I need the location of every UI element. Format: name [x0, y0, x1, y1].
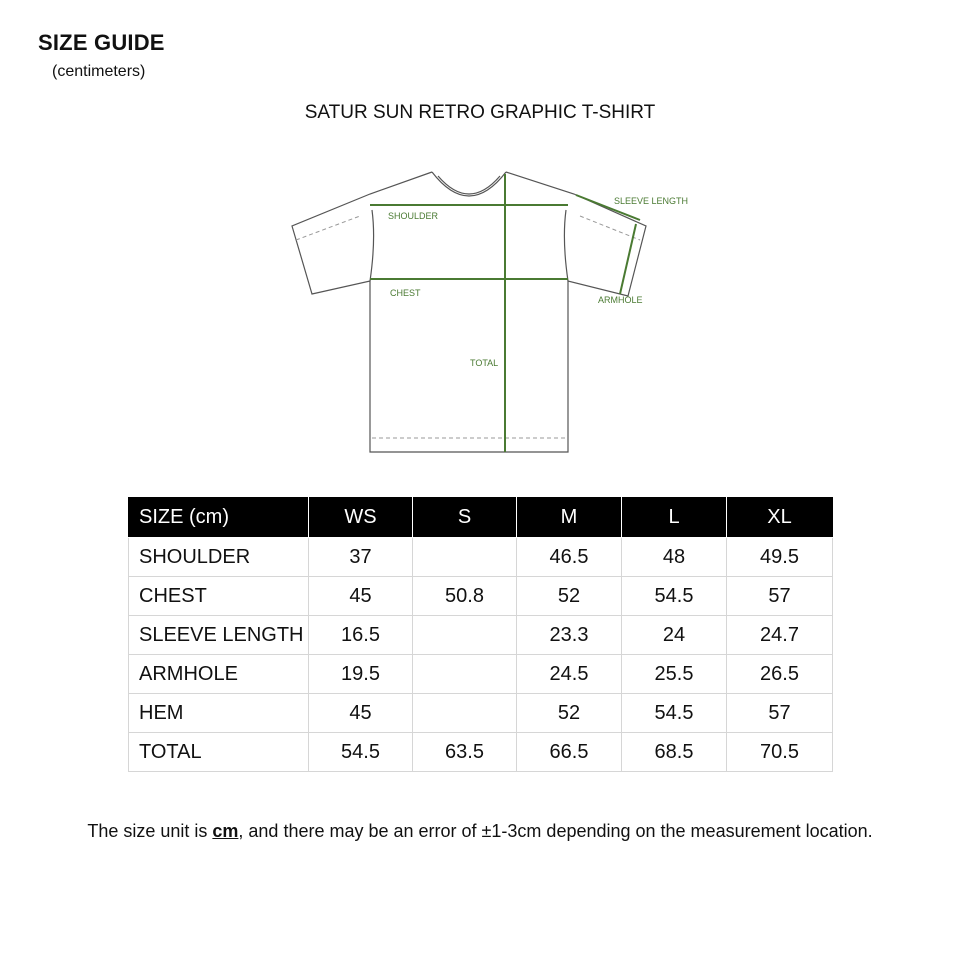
column-header: SIZE (cm) — [129, 498, 309, 538]
table-cell: 25.5 — [622, 655, 727, 694]
table-cell: 52 — [517, 577, 622, 616]
table-cell: 23.3 — [517, 616, 622, 655]
table-cell — [413, 616, 517, 655]
tshirt-outline — [292, 172, 646, 452]
product-title: SATUR SUN RETRO GRAPHIC T-SHIRT — [304, 102, 656, 123]
column-header: S — [413, 498, 517, 538]
size-table — [128, 497, 833, 772]
note-unit: cm — [212, 821, 239, 841]
armhole-line — [620, 224, 636, 294]
total-label: TOTAL — [470, 358, 499, 368]
column-header: WS — [309, 498, 413, 538]
table-cell: 68.5 — [622, 733, 727, 772]
column-header: M — [517, 498, 622, 538]
stitch-lines — [296, 216, 640, 438]
table-cell — [413, 694, 517, 733]
table-row — [129, 616, 833, 655]
note-text-start: The size unit is — [87, 821, 213, 841]
table-cell: 45 — [309, 577, 413, 616]
column-header: XL — [727, 498, 833, 538]
row-label: SHOULDER — [129, 538, 309, 577]
table-cell: 57 — [727, 694, 833, 733]
table-cell: 24.7 — [727, 616, 833, 655]
table-row — [129, 694, 833, 733]
table-cell: 66.5 — [517, 733, 622, 772]
table-cell: 54.5 — [309, 733, 413, 772]
armhole-label: ARMHOLE — [598, 295, 643, 305]
sleeve-length-label: SLEEVE LENGTH — [614, 196, 689, 206]
table-cell: 24.5 — [517, 655, 622, 694]
row-label: CHEST — [129, 577, 309, 616]
table-cell: 52 — [517, 694, 622, 733]
table-row — [129, 733, 833, 772]
table-row — [129, 538, 833, 577]
table-cell: 54.5 — [622, 577, 727, 616]
size-guide-title: SIZE GUIDE — [38, 30, 165, 55]
table-cell: 45 — [309, 694, 413, 733]
column-header: L — [622, 498, 727, 538]
chest-label: CHEST — [390, 288, 421, 298]
table-cell — [413, 538, 517, 577]
table-header-row — [129, 498, 833, 538]
row-label: ARMHOLE — [129, 655, 309, 694]
table-cell — [413, 655, 517, 694]
row-label: SLEEVE LENGTH — [129, 616, 309, 655]
table-cell: 49.5 — [727, 538, 833, 577]
note-text-end: , and there may be an error of ±1-3cm depending on the measurement location. — [238, 821, 873, 841]
table-cell: 70.5 — [727, 733, 833, 772]
table-row — [129, 655, 833, 694]
row-label: TOTAL — [129, 733, 309, 772]
row-label: HEM — [129, 694, 309, 733]
table-cell: 19.5 — [309, 655, 413, 694]
table-cell: 37 — [309, 538, 413, 577]
measurement-note — [0, 821, 960, 842]
table-cell: 16.5 — [309, 616, 413, 655]
table-cell: 50.8 — [413, 577, 517, 616]
table-cell: 26.5 — [727, 655, 833, 694]
table-cell: 54.5 — [622, 694, 727, 733]
table-cell: 46.5 — [517, 538, 622, 577]
table-cell: 48 — [622, 538, 727, 577]
size-guide-unit: (centimeters) — [52, 63, 146, 80]
table-cell: 57 — [727, 577, 833, 616]
shoulder-label: SHOULDER — [388, 211, 439, 221]
table-row — [129, 577, 833, 616]
table-cell: 63.5 — [413, 733, 517, 772]
table-cell: 24 — [622, 616, 727, 655]
